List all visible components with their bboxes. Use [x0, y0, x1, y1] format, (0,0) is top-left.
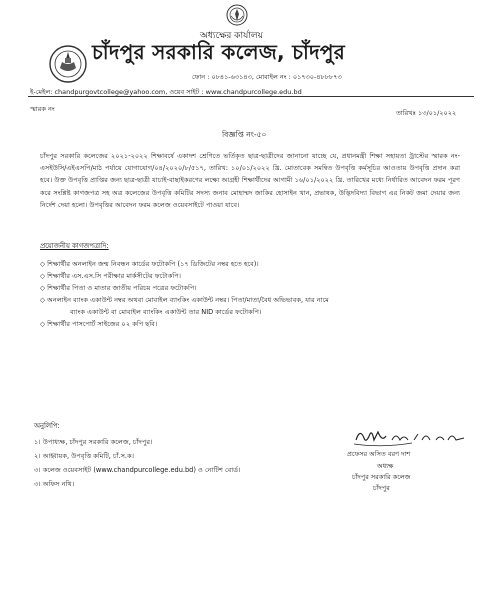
notice-number: বিজ্ঞপ্তি নং-৫০	[222, 130, 267, 139]
document-item: ◇ শিক্ষার্থীর অনলাইন জন্ম নিবন্ধন কার্ডের ফটোকপি (১৭ ডিজিটের নম্বর হতে হবে)।	[40, 260, 259, 268]
college-name-title: চাঁদপুর সরকারি কলেজ, চাঁদপুর	[92, 40, 346, 64]
document-item: ◇ শিক্ষার্থীর পিতা ও মাতার জাতীয় পরিচয় পত্রের ফটোকপি।	[40, 284, 197, 292]
documents-heading: প্রয়োজনীয় কাগজপত্রাদি:	[40, 242, 109, 250]
college-logo-icon	[48, 44, 88, 84]
document-item: ◇ শিক্ষার্থীর এস.এস.সি পরীক্ষার মার্কসীটের ফটোকপি।	[40, 272, 182, 280]
copy-item: ৩। অফিস নথি।	[34, 480, 75, 488]
document-item: ব্যাংক একাউন্ট বা মোবাইল ব্যাংকিং একাউন্ট তার NID কার্ডের ফটোকপি।	[70, 308, 262, 316]
memo-number-label: স্মারক নং	[30, 105, 55, 113]
office-heading: অধ্যক্ষের কার্যালয়	[200, 31, 263, 41]
signatory-college: চাঁদপুর সরকারি কলেজ	[352, 473, 411, 481]
signatory-title: অধ্যক্ষ	[377, 462, 394, 470]
government-emblem-icon	[226, 4, 248, 26]
copy-item: ১। উপাধ্যক্ষ, চাঁদপুর সরকারি কলেজ, চাঁদপুর।	[34, 438, 153, 446]
document-item: ◇ শিক্ষার্থীর পাসপোর্ট সাইজের ০২ কপি ছবি।	[40, 320, 158, 328]
copies-heading: অনুলিপি:	[34, 422, 60, 430]
notice-date: তারিখঃ ১৩/০১/২০২২	[396, 109, 457, 117]
notice-body: চাঁদপুর সরকারি কলেজের ২০২১-২০২২ শিক্ষাবর্ষে একাদশ শ্রেণিতে ভর্তিকৃত ছাত্র-ছাত্রীদের জানানো যাচ্ছে যে, প্রধানমন্ত্রী শিক্ষা সহায়তা ট্রাস্টের স্মারক নং- এসইউসি/এইএসপি/মাঠ পর্যায়ে যোগাযোগ/০৪/২০২০/৮/৫১৭, তারিখ: ১০/০১/২০২২ খ্রি. মোতাবেক সমন্বিত উপবৃত্তি কর্মসূচির আওতায় উপবৃত্তি প্রদান করা হবে। উক্ত উপবৃত্তি প্রাপ্তির জন্য ছাত্র-ছাত্রী যাচাই-বাছাইকরণের লক্ষ্যে আগ্রহী শিক্ষার্থীদের আগামী ১৬/০১/২০২২ খ্রি. তারিখের মধ্যে নির্ধারিত আবেদন ফরম পূরণ করে সংশ্লিষ্ট কাগজপত্র সহ অত্র কলেজের উপবৃত্তি কমিটির সদস্য জনাব মোহাম্মদ জাকির হোসাইন খান, প্রভাষক, উদ্ভিদবিদ্যা বিভাগ এর নিকট জমা দেয়ার জন্য নির্দেশ দেয়া হলো। উপবৃত্তির আবেদন ফরম কলেজ ওয়েবসাইটে পাওয়া যাবে।	[40, 152, 460, 209]
signatory-town: চাঁদপুর	[373, 484, 390, 492]
document-item: ◇ অনলাইন ব্যাংক একাউন্ট নম্বর অথবা মোবাইল ব্যাংকিং একাউন্ট নম্বর। পিতা/মাতা/বৈধ অভিভাবক, যার নামে	[40, 296, 329, 304]
email-website-line: ই-মেইল: chandpurgovtcollege@yahoo.com, ওয়েব সাইট : www.chandpurcollege.edu.bd	[30, 88, 302, 96]
handwritten-signature	[352, 426, 468, 448]
header-divider	[28, 96, 474, 97]
copy-item: ৩। কলেজ ওয়েবসাইট (www.chandpurcollege.edu.bd) ও নোটিশ বোর্ড।	[34, 466, 241, 474]
copy-item: ২। আহ্বায়ক, উপবৃত্তি কমিটি, চাঁ.স.ক।	[34, 452, 134, 460]
phone-line: ফোন : ০৮৪১-৬৩১৪৩, মোবাইল নং : ০১৭৩০-৪৮৮৮৭৩	[192, 73, 342, 81]
signatory-name: প্রফেসর অসিত বরণ দাশ	[347, 450, 411, 458]
